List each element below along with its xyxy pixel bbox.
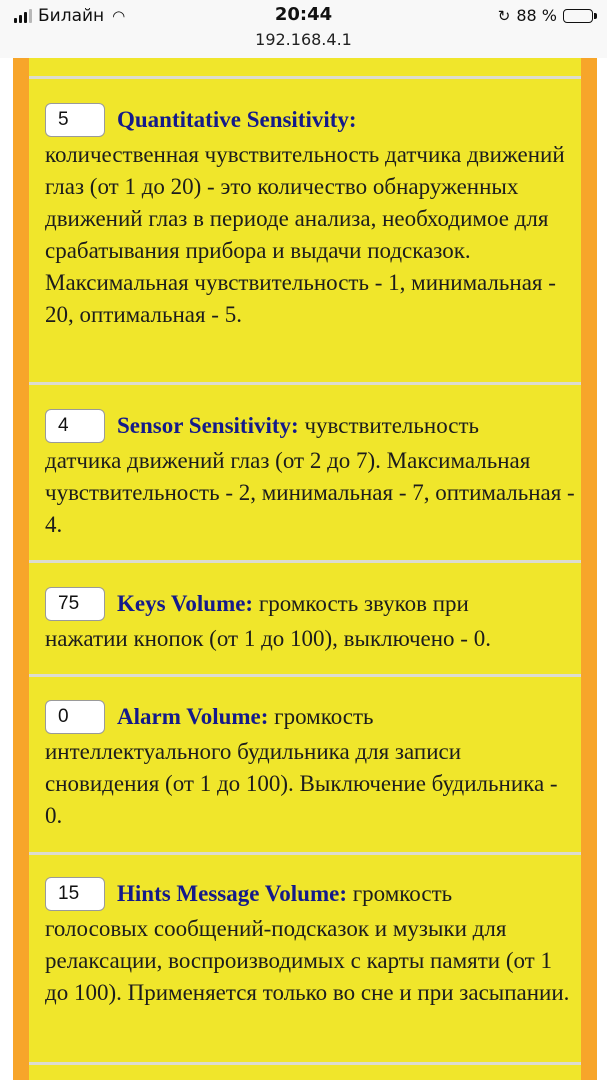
setting-first-line: чувствительность	[298, 413, 480, 438]
page-frame	[13, 58, 597, 1080]
battery-icon	[563, 9, 593, 23]
carrier-name: Билайн	[38, 6, 105, 26]
setting-description: количественная чувствительность датчика движений глаз (от 1 до 20) - это количество обнаруженных движений глаз в периоде анализа, необходимое для срабатывания прибора и выдачи подсказок. Максимальная чувствительность - 1, минимальная - 20, оптимальная - 5.	[45, 141, 565, 327]
battery-percent: 88 %	[516, 6, 557, 25]
divider	[29, 560, 581, 563]
setting-sensor-sensitivity	[45, 410, 575, 541]
quantitative-sensitivity-input[interactable]: 5	[45, 103, 105, 137]
divider	[29, 674, 581, 677]
divider	[29, 76, 581, 79]
battery-info	[498, 6, 593, 25]
divider	[29, 1062, 581, 1065]
rotation-lock-icon: ↻	[497, 6, 511, 25]
divider	[29, 382, 581, 385]
setting-title: Sensor Sensitivity:	[117, 413, 299, 438]
divider	[29, 852, 581, 855]
setting-first-line: громкость	[347, 881, 453, 906]
status-bar	[0, 0, 607, 58]
setting-title: Alarm Volume:	[117, 704, 269, 729]
setting-alarm-volume	[45, 701, 575, 832]
setting-keys-volume	[45, 588, 575, 655]
setting-first-line: громкость звуков при	[253, 591, 469, 616]
address-bar-url[interactable]: 192.168.4.1	[255, 30, 352, 49]
wifi-icon: ◠	[112, 7, 126, 25]
setting-quantitative-sensitivity	[45, 104, 575, 331]
clock: 20:44	[274, 4, 333, 25]
setting-description: голосовых сообщений-подсказок и музыки для релаксации, воспроизводимых с карты памяти (от 1 до 100). Применяется только во сне и при засыпании.	[45, 915, 570, 1005]
setting-title: Hints Message Volume:	[117, 881, 347, 906]
setting-title: Keys Volume:	[117, 591, 254, 616]
hints-message-volume-input[interactable]: 15	[45, 877, 105, 911]
keys-volume-input[interactable]: 75	[45, 587, 105, 621]
setting-description: датчика движений глаз (от 2 до 7). Максимальная чувствительность - 2, минимальная - 7, оптимальная - 4.	[45, 447, 575, 537]
settings-panel	[29, 58, 581, 1080]
setting-first-line: громкость	[268, 704, 374, 729]
setting-title: Quantitative Sensitivity:	[117, 107, 357, 132]
setting-description: нажатии кнопок (от 1 до 100), выключено - 0.	[45, 625, 491, 651]
sensor-sensitivity-input[interactable]: 4	[45, 409, 105, 443]
setting-description: интеллектуального будильника для записи сновидения (от 1 до 100). Выключение будильника - 0.	[45, 738, 558, 828]
setting-hints-message-volume	[45, 878, 575, 1009]
alarm-volume-input[interactable]: 0	[45, 700, 105, 734]
